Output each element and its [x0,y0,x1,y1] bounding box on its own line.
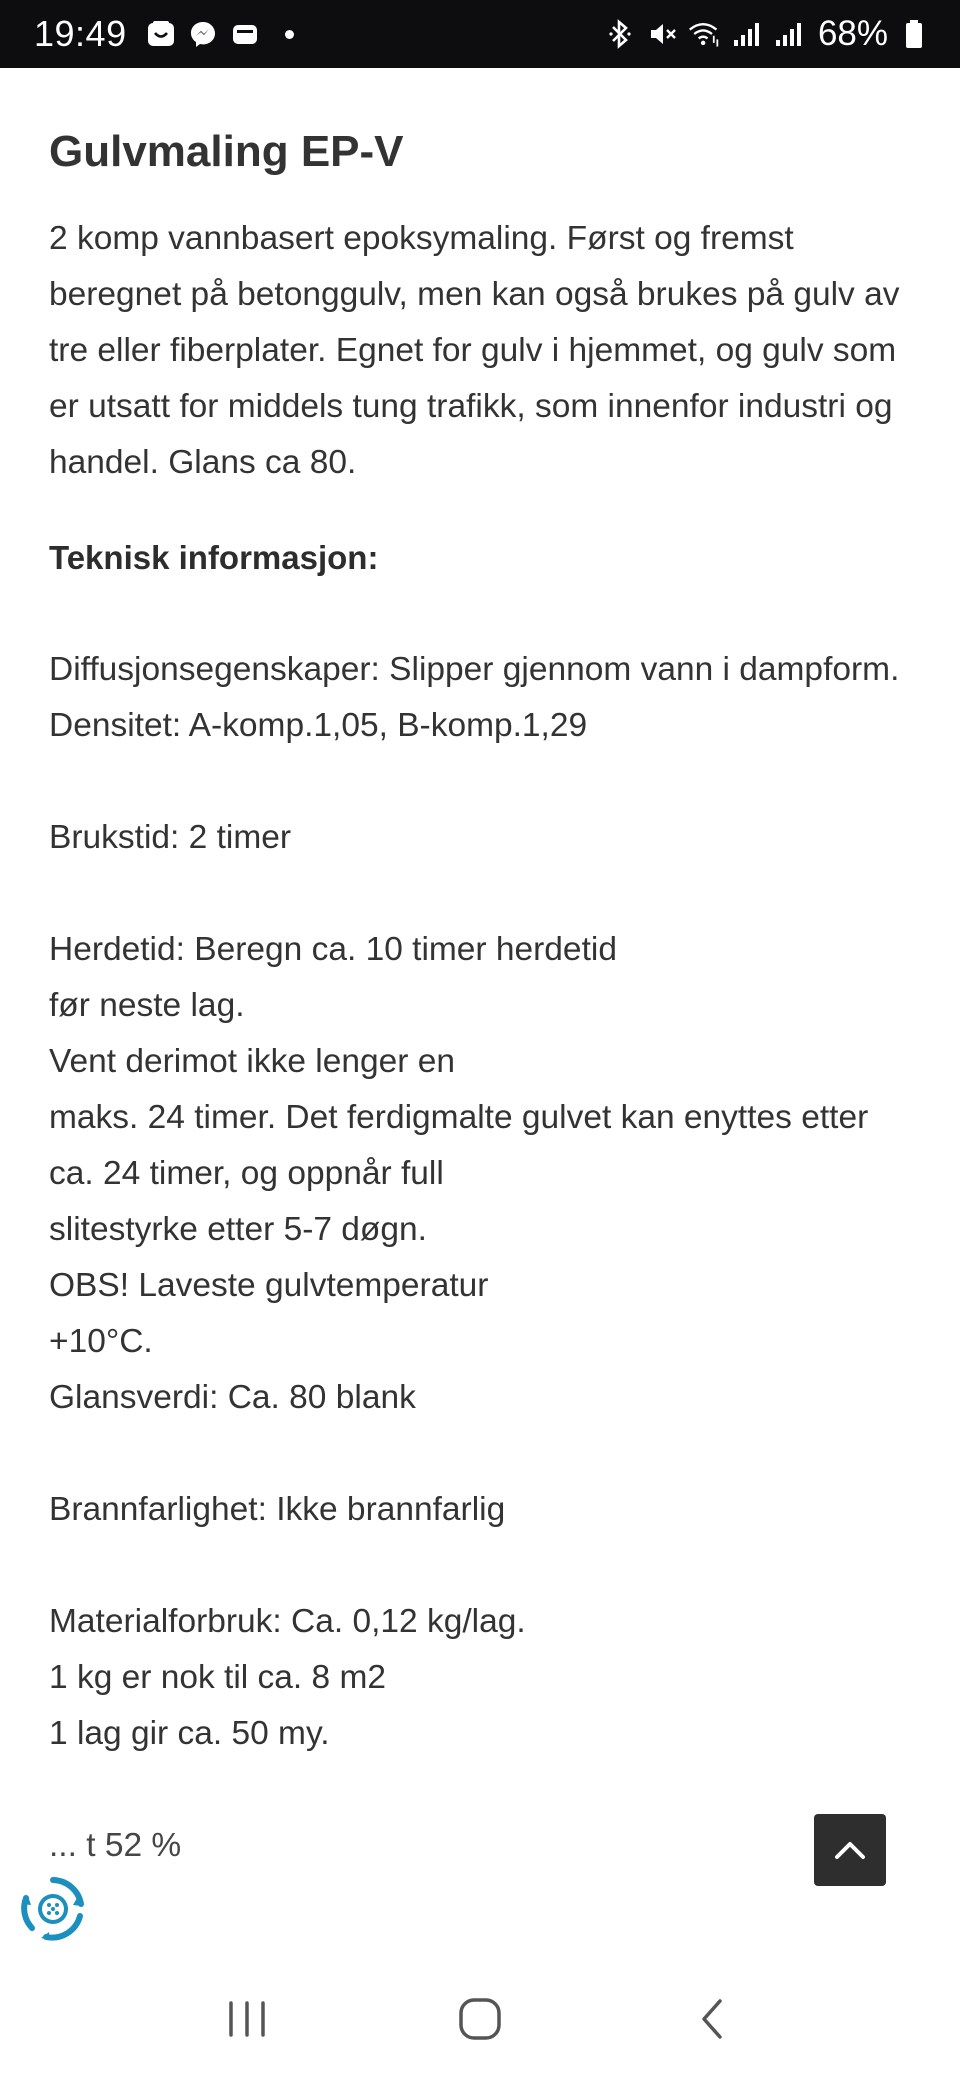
spec-cure-time: ca. 24 timer, og oppnår full [49,1154,444,1192]
spec-cure-time: OBS! Laveste gulvtemperatur [49,1266,489,1304]
spec-gloss: Glansverdi: Ca. 80 blank [49,1378,416,1416]
chat-widget-icon [18,1874,88,1944]
spacer [49,1762,921,1818]
spec-cut-off: ... t 52 % [49,1826,182,1864]
recent-apps-button[interactable] [207,1979,287,2059]
product-description: 2 komp vannbasert epoksymaling. Først og fremst beregnet på betonggulv, men kan også brukes på gulv av tre eller fiberplater. Egnet for gulv i hjemmet, og gulv som er utsatt for middels tung trafikk, som innenfor industri og handel. Glans ca 80. [49,219,900,481]
spec-pot-life: Brukstid: 2 timer [49,818,292,856]
spacer [49,754,921,810]
bluetooth-icon [604,18,636,50]
spec-density: Densitet: A-komp.1,05, B-komp.1,29 [49,706,588,744]
spacer [49,866,921,922]
chevron-up-icon [833,1839,867,1861]
system-navigation-bar [0,1958,960,2080]
technical-info-heading: Teknisk informasjon: [49,538,379,576]
chat-widget-button[interactable] [16,1872,90,1946]
back-icon [698,1997,728,2041]
spec-fire-hazard: Brannfarlighet: Ikke brannfarlig [49,1490,506,1528]
home-button[interactable] [440,1979,520,2059]
home-icon [457,1996,503,2042]
battery-percentage: 68% [817,14,888,53]
wallet-icon [229,18,261,50]
spec-cure-time: Vent derimot ikke lenger en [49,1042,455,1080]
status-bar-left [34,13,294,55]
clock: 19:49 [34,13,127,54]
wifi-icon [688,18,720,50]
product-title: Gulvmaling EP-V [49,127,404,176]
spec-cure-time: +10°C. [49,1322,153,1360]
spec-cure-time: før neste lag. [49,986,245,1024]
page-content [49,68,921,1958]
spec-cure-time: slitestyrke etter 5-7 døgn. [49,1210,427,1248]
signal-icon-2 [772,18,804,50]
more-notifications-dot [285,30,294,39]
status-bar-right [604,14,930,54]
messenger-icon [187,18,219,50]
spec-consumption: 1 lag gir ca. 50 my. [49,1714,330,1752]
spec-consumption: 1 kg er nok til ca. 8 m2 [49,1658,387,1696]
mute-icon [646,18,678,50]
back-to-top-button[interactable] [814,1814,886,1886]
back-button[interactable] [673,1979,753,2059]
recent-apps-icon [225,1999,269,2039]
signal-icon [730,18,762,50]
technical-specs [49,642,921,1874]
spacer [49,1426,921,1482]
status-bar [0,0,960,68]
app-notification-icon [145,18,177,50]
spec-consumption: Materialforbruk: Ca. 0,12 kg/lag. [49,1602,526,1640]
spec-cure-time: Herdetid: Beregn ca. 10 timer herdetid [49,930,617,968]
spec-cure-time: maks. 24 timer. Det ferdigmalte gulvet kan enyttes etter [49,1098,869,1136]
spacer [49,1538,921,1594]
battery-icon [898,18,930,50]
spec-diffusion: Diffusjonsegenskaper: Slipper gjennom vann i dampform. [49,650,900,688]
